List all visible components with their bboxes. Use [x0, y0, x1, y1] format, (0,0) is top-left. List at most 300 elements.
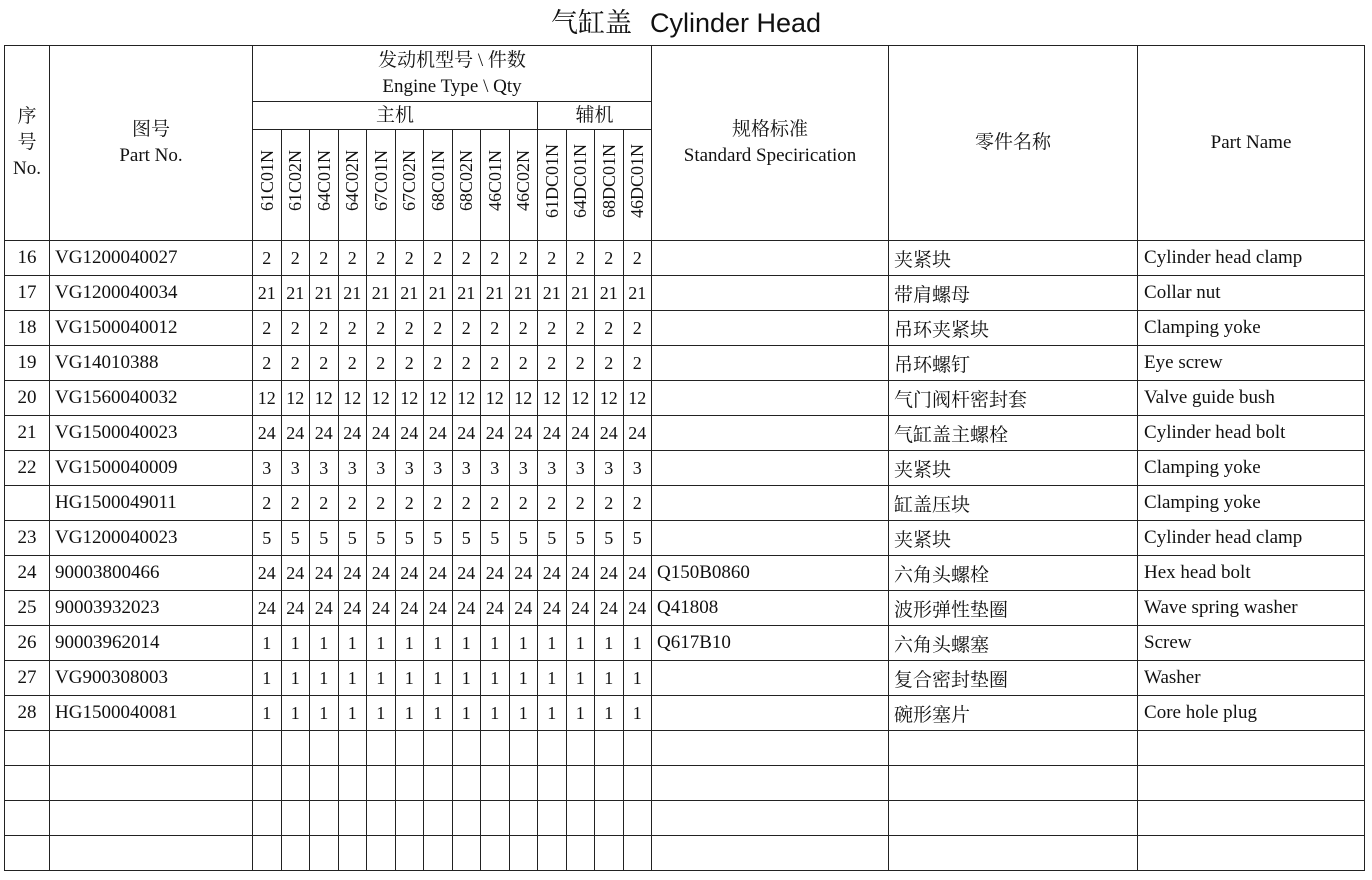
- qty-cell: 5: [367, 521, 396, 556]
- table-row: [5, 311, 1365, 346]
- qty-cell: 24: [338, 416, 367, 451]
- qty-cell: 2: [538, 486, 567, 521]
- qty-cell: 3: [452, 451, 481, 486]
- qty-cell: 3: [367, 451, 396, 486]
- qty-cell: 5: [595, 521, 624, 556]
- row-number: 20: [5, 381, 50, 416]
- part-number: VG14010388: [50, 346, 253, 381]
- part-number: VG900308003: [50, 661, 253, 696]
- empty-cell: [253, 836, 282, 871]
- empty-cell: [424, 836, 453, 871]
- table-row: [5, 556, 1365, 591]
- qty-cell: 24: [424, 556, 453, 591]
- row-number: 16: [5, 241, 50, 276]
- qty-cell: 5: [395, 521, 424, 556]
- qty-cell: 1: [367, 696, 396, 731]
- qty-cell: 5: [281, 521, 310, 556]
- qty-cell: 1: [281, 696, 310, 731]
- qty-cell: 2: [281, 486, 310, 521]
- qty-cell: 2: [509, 346, 538, 381]
- qty-cell: 1: [566, 661, 595, 696]
- qty-cell: 24: [281, 416, 310, 451]
- table-row: [5, 381, 1365, 416]
- qty-cell: 2: [395, 346, 424, 381]
- qty-cell: 2: [367, 486, 396, 521]
- qty-cell: 2: [595, 346, 624, 381]
- qty-cell: 1: [509, 696, 538, 731]
- header-engine-model: 64C01N: [310, 130, 339, 241]
- header-engine-model: 67C01N: [367, 130, 396, 241]
- qty-cell: 1: [424, 696, 453, 731]
- header-standard: 规格标准 Standard Specirication: [652, 46, 889, 241]
- qty-cell: 24: [253, 416, 282, 451]
- empty-cell: [50, 801, 253, 836]
- row-number: 27: [5, 661, 50, 696]
- qty-cell: 2: [424, 346, 453, 381]
- row-number: 19: [5, 346, 50, 381]
- qty-cell: 2: [253, 486, 282, 521]
- qty-cell: 24: [253, 591, 282, 626]
- empty-cell: [452, 801, 481, 836]
- table-row: [5, 486, 1365, 521]
- empty-cell: [281, 731, 310, 766]
- empty-cell: [50, 836, 253, 871]
- empty-cell: [310, 731, 339, 766]
- standard-spec: Q41808: [652, 591, 889, 626]
- row-number: 24: [5, 556, 50, 591]
- table-row: [5, 346, 1365, 381]
- qty-cell: 24: [566, 416, 595, 451]
- part-number: 90003932023: [50, 591, 253, 626]
- part-number: VG1500040012: [50, 311, 253, 346]
- page-title: [0, 6, 1372, 40]
- qty-cell: 1: [623, 661, 652, 696]
- qty-cell: 24: [481, 416, 510, 451]
- qty-cell: 12: [509, 381, 538, 416]
- qty-cell: 2: [281, 241, 310, 276]
- row-number: 17: [5, 276, 50, 311]
- qty-cell: 3: [310, 451, 339, 486]
- empty-cell: [395, 766, 424, 801]
- qty-cell: 2: [481, 311, 510, 346]
- header-engine-model: 61C01N: [253, 130, 282, 241]
- table-row: [5, 696, 1365, 731]
- qty-cell: 5: [509, 521, 538, 556]
- row-number: 26: [5, 626, 50, 661]
- qty-cell: 2: [538, 346, 567, 381]
- qty-cell: 12: [253, 381, 282, 416]
- part-name-cn: 六角头螺栓: [889, 556, 1138, 591]
- qty-cell: 2: [509, 311, 538, 346]
- empty-cell: [595, 731, 624, 766]
- qty-cell: 12: [452, 381, 481, 416]
- empty-cell: [623, 801, 652, 836]
- qty-cell: 2: [310, 311, 339, 346]
- qty-cell: 24: [395, 591, 424, 626]
- empty-cell: [481, 766, 510, 801]
- part-name-en: Cylinder head bolt: [1138, 416, 1365, 451]
- qty-cell: 2: [338, 486, 367, 521]
- qty-cell: 24: [424, 591, 453, 626]
- header-engine-model: 64C02N: [338, 130, 367, 241]
- qty-cell: 21: [538, 276, 567, 311]
- qty-cell: 2: [338, 311, 367, 346]
- qty-cell: 1: [566, 626, 595, 661]
- qty-cell: 12: [623, 381, 652, 416]
- empty-cell: [395, 731, 424, 766]
- qty-cell: 1: [395, 696, 424, 731]
- qty-cell: 21: [395, 276, 424, 311]
- qty-cell: 24: [538, 591, 567, 626]
- header-aux-engine: 辅机: [538, 102, 652, 130]
- qty-cell: 1: [481, 626, 510, 661]
- empty-cell: [50, 731, 253, 766]
- standard-spec: Q617B10: [652, 626, 889, 661]
- parts-table: [4, 45, 1365, 871]
- title-en: Cylinder Head: [649, 8, 822, 38]
- qty-cell: 1: [538, 626, 567, 661]
- qty-cell: 2: [566, 311, 595, 346]
- qty-cell: 12: [595, 381, 624, 416]
- table-row: [5, 276, 1365, 311]
- empty-row: [5, 801, 1365, 836]
- empty-cell: [889, 766, 1138, 801]
- empty-cell: [5, 731, 50, 766]
- qty-cell: 12: [338, 381, 367, 416]
- qty-cell: 5: [452, 521, 481, 556]
- qty-cell: 24: [509, 556, 538, 591]
- qty-cell: 2: [253, 311, 282, 346]
- qty-cell: 2: [338, 241, 367, 276]
- qty-cell: 1: [452, 661, 481, 696]
- table-row: [5, 241, 1365, 276]
- qty-cell: 1: [595, 661, 624, 696]
- part-name-cn: 波形弹性垫圈: [889, 591, 1138, 626]
- part-name-en: Clamping yoke: [1138, 311, 1365, 346]
- part-name-cn: 夹紧块: [889, 521, 1138, 556]
- table-row: [5, 416, 1365, 451]
- qty-cell: 1: [538, 661, 567, 696]
- qty-cell: 1: [281, 626, 310, 661]
- header-engine-model: 68C01N: [424, 130, 453, 241]
- empty-cell: [595, 801, 624, 836]
- header-seq: 序 号 No.: [5, 46, 50, 241]
- qty-cell: 2: [281, 346, 310, 381]
- qty-cell: 2: [395, 486, 424, 521]
- qty-cell: 12: [281, 381, 310, 416]
- qty-cell: 1: [424, 626, 453, 661]
- part-name-en: Cylinder head clamp: [1138, 521, 1365, 556]
- empty-cell: [566, 836, 595, 871]
- header-engine-model: 46C01N: [481, 130, 510, 241]
- part-name-cn: 六角头螺塞: [889, 626, 1138, 661]
- qty-cell: 1: [566, 696, 595, 731]
- qty-cell: 3: [623, 451, 652, 486]
- qty-cell: 1: [424, 661, 453, 696]
- part-name-cn: 吊环螺钉: [889, 346, 1138, 381]
- standard-spec: [652, 311, 889, 346]
- qty-cell: 24: [367, 416, 396, 451]
- standard-spec: Q150B0860: [652, 556, 889, 591]
- qty-cell: 24: [452, 556, 481, 591]
- qty-cell: 1: [310, 661, 339, 696]
- qty-cell: 1: [310, 696, 339, 731]
- empty-cell: [281, 801, 310, 836]
- qty-cell: 2: [566, 241, 595, 276]
- empty-cell: [1138, 836, 1365, 871]
- qty-cell: 1: [481, 661, 510, 696]
- qty-cell: 1: [481, 696, 510, 731]
- qty-cell: 2: [509, 486, 538, 521]
- empty-cell: [623, 731, 652, 766]
- part-number: VG1200040027: [50, 241, 253, 276]
- qty-cell: 1: [623, 696, 652, 731]
- qty-cell: 2: [424, 311, 453, 346]
- qty-cell: 2: [538, 311, 567, 346]
- qty-cell: 1: [281, 661, 310, 696]
- qty-cell: 24: [566, 556, 595, 591]
- qty-cell: 5: [253, 521, 282, 556]
- qty-cell: 2: [253, 346, 282, 381]
- empty-cell: [566, 731, 595, 766]
- qty-cell: 2: [281, 311, 310, 346]
- qty-cell: 24: [566, 591, 595, 626]
- qty-cell: 2: [424, 486, 453, 521]
- qty-cell: 24: [395, 416, 424, 451]
- part-name-cn: 气门阀杆密封套: [889, 381, 1138, 416]
- empty-cell: [538, 766, 567, 801]
- qty-cell: 2: [595, 486, 624, 521]
- empty-cell: [253, 766, 282, 801]
- empty-cell: [253, 731, 282, 766]
- qty-cell: 24: [595, 416, 624, 451]
- empty-cell: [509, 836, 538, 871]
- part-name-cn: 缸盖压块: [889, 486, 1138, 521]
- qty-cell: 3: [281, 451, 310, 486]
- part-name-en: Cylinder head clamp: [1138, 241, 1365, 276]
- qty-cell: 3: [566, 451, 595, 486]
- qty-cell: 3: [595, 451, 624, 486]
- qty-cell: 24: [452, 591, 481, 626]
- empty-cell: [338, 801, 367, 836]
- empty-row: [5, 731, 1365, 766]
- empty-cell: [310, 766, 339, 801]
- qty-cell: 12: [481, 381, 510, 416]
- empty-cell: [424, 731, 453, 766]
- part-name-en: Valve guide bush: [1138, 381, 1365, 416]
- qty-cell: 24: [395, 556, 424, 591]
- qty-cell: 21: [310, 276, 339, 311]
- qty-cell: 3: [481, 451, 510, 486]
- qty-cell: 3: [538, 451, 567, 486]
- qty-cell: 3: [338, 451, 367, 486]
- empty-cell: [652, 731, 889, 766]
- qty-cell: 2: [481, 241, 510, 276]
- title-cn: 气缸盖: [550, 8, 632, 38]
- qty-cell: 24: [623, 556, 652, 591]
- qty-cell: 24: [367, 591, 396, 626]
- qty-cell: 21: [509, 276, 538, 311]
- qty-cell: 2: [595, 241, 624, 276]
- part-number: VG1200040034: [50, 276, 253, 311]
- empty-cell: [889, 836, 1138, 871]
- empty-cell: [253, 801, 282, 836]
- header-engine-model: 46C02N: [509, 130, 538, 241]
- qty-cell: 2: [253, 241, 282, 276]
- empty-cell: [481, 731, 510, 766]
- qty-cell: 1: [509, 626, 538, 661]
- empty-cell: [281, 836, 310, 871]
- qty-cell: 3: [509, 451, 538, 486]
- qty-cell: 2: [623, 346, 652, 381]
- qty-cell: 21: [253, 276, 282, 311]
- part-name-en: Wave spring washer: [1138, 591, 1365, 626]
- empty-cell: [5, 766, 50, 801]
- qty-cell: 24: [623, 591, 652, 626]
- qty-cell: 2: [424, 241, 453, 276]
- standard-spec: [652, 661, 889, 696]
- qty-cell: 1: [253, 661, 282, 696]
- standard-spec: [652, 276, 889, 311]
- empty-cell: [452, 766, 481, 801]
- standard-spec: [652, 486, 889, 521]
- qty-cell: 21: [452, 276, 481, 311]
- qty-cell: 1: [338, 661, 367, 696]
- standard-spec: [652, 346, 889, 381]
- row-number: 21: [5, 416, 50, 451]
- part-name-en: Hex head bolt: [1138, 556, 1365, 591]
- standard-spec: [652, 696, 889, 731]
- qty-cell: 2: [367, 311, 396, 346]
- table-row: [5, 451, 1365, 486]
- qty-cell: 2: [566, 486, 595, 521]
- row-number: 23: [5, 521, 50, 556]
- empty-cell: [652, 766, 889, 801]
- part-name-cn: 碗形塞片: [889, 696, 1138, 731]
- row-number: 25: [5, 591, 50, 626]
- part-number: VG1200040023: [50, 521, 253, 556]
- qty-cell: 12: [367, 381, 396, 416]
- part-name-cn: 夹紧块: [889, 241, 1138, 276]
- part-name-cn: 夹紧块: [889, 451, 1138, 486]
- empty-cell: [5, 801, 50, 836]
- empty-cell: [367, 801, 396, 836]
- qty-cell: 5: [481, 521, 510, 556]
- header-engine-model: 64DC01N: [566, 130, 595, 241]
- qty-cell: 24: [424, 416, 453, 451]
- qty-cell: 2: [367, 241, 396, 276]
- part-name-cn: 吊环夹紧块: [889, 311, 1138, 346]
- qty-cell: 1: [310, 626, 339, 661]
- header-main-engine: 主机: [253, 102, 538, 130]
- empty-cell: [623, 766, 652, 801]
- qty-cell: 24: [452, 416, 481, 451]
- header-engine-model: 67C02N: [395, 130, 424, 241]
- qty-cell: 2: [338, 346, 367, 381]
- part-number: VG1560040032: [50, 381, 253, 416]
- standard-spec: [652, 416, 889, 451]
- qty-cell: 3: [395, 451, 424, 486]
- qty-cell: 2: [310, 346, 339, 381]
- qty-cell: 1: [595, 626, 624, 661]
- qty-cell: 2: [395, 241, 424, 276]
- qty-cell: 21: [566, 276, 595, 311]
- qty-cell: 5: [310, 521, 339, 556]
- empty-cell: [652, 836, 889, 871]
- qty-cell: 2: [452, 486, 481, 521]
- qty-cell: 21: [623, 276, 652, 311]
- part-name-en: Screw: [1138, 626, 1365, 661]
- empty-cell: [509, 731, 538, 766]
- qty-cell: 2: [566, 346, 595, 381]
- empty-cell: [595, 766, 624, 801]
- qty-cell: 1: [338, 626, 367, 661]
- qty-cell: 24: [310, 416, 339, 451]
- part-name-cn: 复合密封垫圈: [889, 661, 1138, 696]
- qty-cell: 24: [509, 416, 538, 451]
- empty-cell: [367, 836, 396, 871]
- standard-spec: [652, 521, 889, 556]
- empty-cell: [538, 801, 567, 836]
- qty-cell: 5: [566, 521, 595, 556]
- header-engine-model: 61C02N: [281, 130, 310, 241]
- qty-cell: 2: [538, 241, 567, 276]
- empty-cell: [338, 836, 367, 871]
- empty-cell: [1138, 801, 1365, 836]
- empty-cell: [595, 836, 624, 871]
- empty-cell: [538, 731, 567, 766]
- header-part-no: 图号 Part No.: [50, 46, 253, 241]
- qty-cell: 12: [566, 381, 595, 416]
- qty-cell: 1: [395, 661, 424, 696]
- qty-cell: 24: [338, 556, 367, 591]
- header-engine-model: 68C02N: [452, 130, 481, 241]
- header-engine-model: 61DC01N: [538, 130, 567, 241]
- qty-cell: 1: [395, 626, 424, 661]
- part-number: VG1500040023: [50, 416, 253, 451]
- empty-cell: [310, 801, 339, 836]
- qty-cell: 2: [623, 241, 652, 276]
- table-row: [5, 661, 1365, 696]
- header-part-name-cn: 零件名称: [889, 46, 1138, 241]
- qty-cell: 2: [481, 486, 510, 521]
- empty-cell: [281, 766, 310, 801]
- empty-cell: [538, 836, 567, 871]
- part-number: HG1500049011: [50, 486, 253, 521]
- standard-spec: [652, 451, 889, 486]
- header-engine-model: 68DC01N: [595, 130, 624, 241]
- empty-cell: [509, 766, 538, 801]
- qty-cell: 21: [338, 276, 367, 311]
- empty-cell: [367, 731, 396, 766]
- qty-cell: 1: [538, 696, 567, 731]
- part-name-en: Clamping yoke: [1138, 486, 1365, 521]
- qty-cell: 1: [338, 696, 367, 731]
- qty-cell: 2: [623, 311, 652, 346]
- qty-cell: 1: [452, 696, 481, 731]
- empty-cell: [395, 801, 424, 836]
- qty-cell: 2: [509, 241, 538, 276]
- table-row: [5, 591, 1365, 626]
- empty-cell: [424, 766, 453, 801]
- empty-cell: [338, 766, 367, 801]
- qty-cell: 21: [595, 276, 624, 311]
- empty-cell: [310, 836, 339, 871]
- qty-cell: 12: [395, 381, 424, 416]
- empty-cell: [481, 836, 510, 871]
- qty-cell: 3: [424, 451, 453, 486]
- qty-cell: 1: [253, 696, 282, 731]
